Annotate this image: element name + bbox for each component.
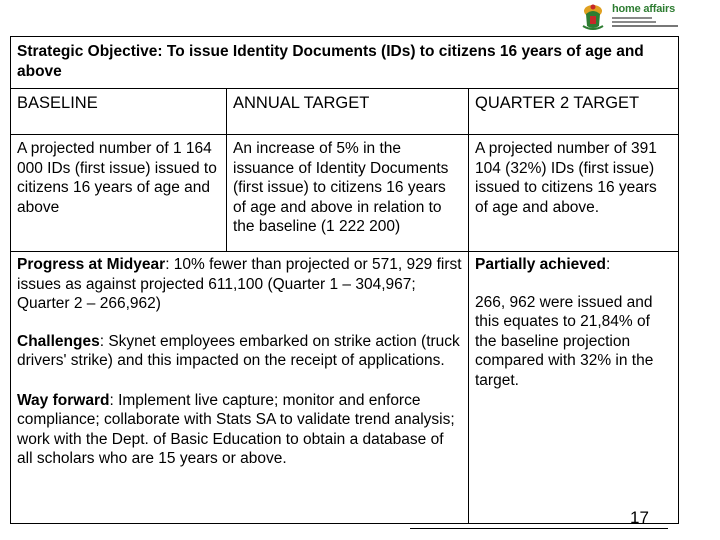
challenges-paragraph [17, 332, 462, 371]
progress-cell [11, 252, 469, 524]
column-header-annual-target: ANNUAL TARGET [227, 89, 469, 135]
progress-paragraph [17, 255, 462, 314]
status-detail: 266, 962 were issued and this equates to 21,84% of the baseline projection compared with 32% in the target. [475, 293, 654, 389]
table-row [11, 252, 679, 524]
status-suffix: : [605, 256, 611, 273]
home-affairs-logo [578, 0, 698, 36]
logo-caption [612, 25, 678, 27]
way-forward-label: Way forward [17, 391, 110, 409]
baseline-cell: A projected number of 1 164 000 IDs (first issue) issued to citizens 16 years of age and above [11, 135, 227, 252]
challenges-text: : Skynet employees embarked on strike action (truck drivers' strike) and this impacted on the receipt of applications. [17, 332, 460, 369]
progress-text: : 10% fewer than projected or 571, 929 first issues as against projected 611,100 (Quarter 1 – 304,967; Quarter 2 – 266,962) [17, 256, 462, 312]
annual-target-cell: An increase of 5% in the issuance of Identity Documents (first issue) to citizens 16 years of age and above in relation to the baseline (1 222 200) [227, 135, 469, 252]
way-forward-text: : Implement live capture; monitor and enforce compliance; collaborate with Stats SA to validate trend analysis; work with the Dept. of Basic Education to obtain a database of all scholars who are 15 years or above. [17, 391, 455, 467]
challenges-label: Challenges [17, 332, 100, 350]
table-row [11, 135, 679, 252]
column-header-baseline: BASELINE [11, 89, 227, 135]
coat-of-arms-icon [578, 2, 608, 32]
table-row [11, 37, 679, 89]
quarter-target-cell: A projected number of 391 104 (32%) IDs (first issue) issued to citizens 16 years of age and above. [469, 135, 679, 252]
page-number: 17 [630, 508, 649, 527]
progress-label: Progress at Midyear [17, 256, 166, 273]
column-header-quarter-target: QUARTER 2 TARGET [469, 89, 679, 135]
logo-subline [612, 17, 652, 19]
status-paragraph [475, 255, 672, 275]
strategic-objective: Strategic Objective: To issue Identity Documents (IDs) to citizens 16 years of age and above [11, 37, 679, 89]
logo-subline [612, 21, 656, 23]
objective-table [10, 36, 679, 524]
status-cell [469, 252, 679, 524]
table-row [11, 89, 679, 135]
footer-divider [410, 528, 668, 529]
way-forward-paragraph [17, 391, 462, 469]
logo-brand-text: home affairs [612, 3, 676, 15]
status-label: Partially achieved [475, 256, 606, 273]
